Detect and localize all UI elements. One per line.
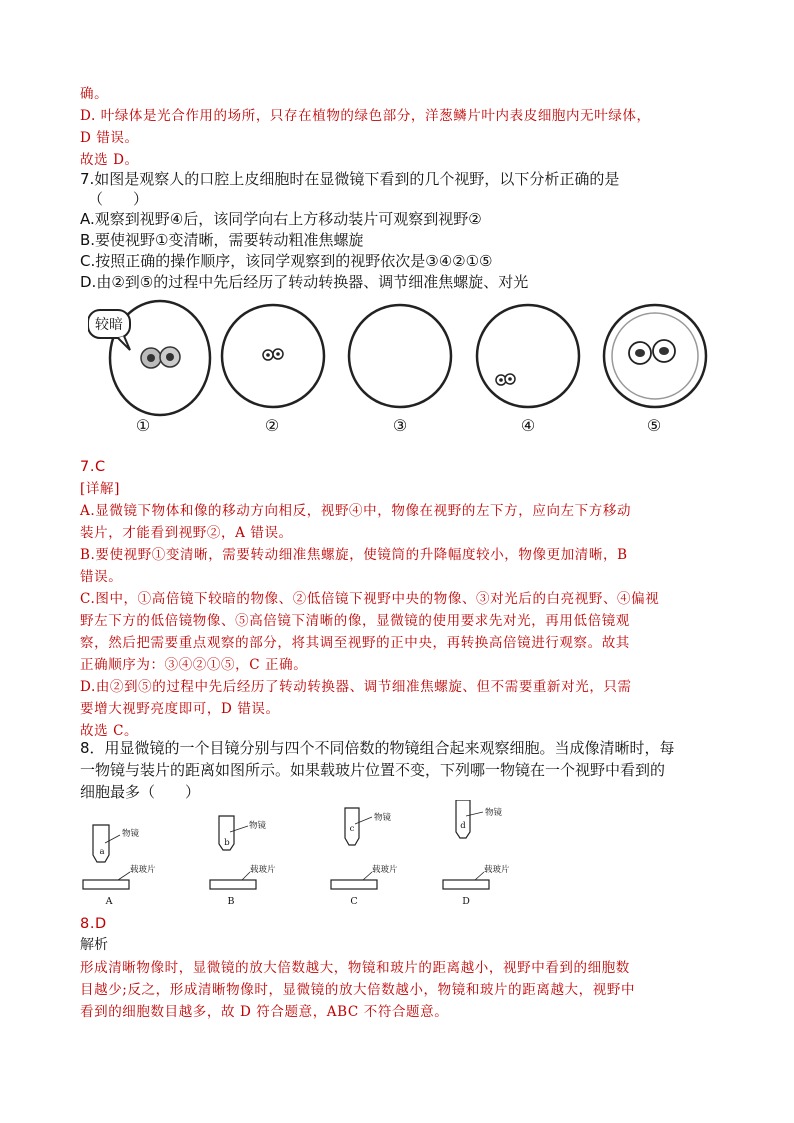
detail-heading: [详解] bbox=[80, 481, 120, 497]
objective-a bbox=[83, 825, 156, 907]
text-line: 确。 bbox=[80, 86, 109, 102]
view-3-label: ③ bbox=[392, 416, 408, 435]
slide-label: 载玻片 bbox=[130, 865, 156, 875]
question-7-option-c: C.按照正确的操作顺序，该同学观察到的视野依次是③④②①⑤ bbox=[80, 252, 493, 270]
text-line: B.要使视野①变清晰，需要转动细准焦螺旋，使镜筒的升降幅度较小，物像更加清晰，B bbox=[80, 547, 628, 563]
objective-c bbox=[331, 808, 398, 907]
microscope-views-svg bbox=[88, 298, 728, 443]
view-5-cells bbox=[629, 340, 675, 364]
lens-letter: d bbox=[460, 821, 466, 831]
panel-label: B bbox=[227, 896, 235, 907]
objective-label: 物镜 bbox=[485, 808, 503, 818]
view-1-label: ① bbox=[135, 416, 151, 435]
text-line: A.显微镜下物体和像的移动方向相反，视野④中，物像在视野的左下方，应向左下方移动 bbox=[80, 503, 632, 519]
text-line: 故选 C。 bbox=[80, 723, 139, 739]
answer-7: 7.C bbox=[80, 459, 106, 475]
view-4-cells bbox=[496, 374, 515, 385]
text-line: D.由②到⑤的过程中先后经历了转动转换器、调节细准焦螺旋、但不需要重新对光，只需 bbox=[80, 679, 632, 695]
slide-label: 载玻片 bbox=[484, 865, 510, 875]
question-7-bracket: （ ） bbox=[88, 190, 149, 208]
callout-text: 较暗 bbox=[95, 317, 123, 333]
question-8-stem: 细胞最多（ ） bbox=[80, 783, 201, 801]
view-2-cells bbox=[263, 349, 283, 360]
lens-letter: c bbox=[349, 824, 355, 834]
text-line: 目越少;反之，形成清晰物像时，显微镜的放大倍数越小，物镜和玻片的距离越大，视野中 bbox=[80, 982, 636, 998]
text-line: D. 叶绿体是光合作用的场所，只存在植物的绿色部分，洋葱鳞片叶内表皮细胞内无叶绿体， bbox=[80, 108, 651, 124]
view-2-label: ② bbox=[264, 416, 280, 435]
question-7-option-b: B.要使视野①变清晰，需要转动粗准焦螺旋 bbox=[80, 231, 364, 249]
question-7-option-a: A.观察到视野④后，该同学向右上方移动装片可观察到视野② bbox=[80, 210, 482, 228]
text-line: 错误。 bbox=[80, 569, 123, 585]
analysis-heading: 解析 bbox=[80, 937, 108, 953]
text-line: 要增大视野亮度即可，D 错误。 bbox=[80, 701, 280, 717]
objective-b bbox=[210, 816, 276, 907]
answer-8: 8.D bbox=[80, 916, 107, 932]
lens-letter: b bbox=[224, 838, 230, 848]
view-1-cells bbox=[141, 347, 180, 368]
text-line: 察，然后把需要重点观察的部分，将其调至视野的正中央，再转换高倍镜进行观察。故其 bbox=[80, 635, 630, 651]
slide-label: 载玻片 bbox=[250, 865, 276, 875]
slide-a bbox=[83, 880, 129, 889]
objectives-svg bbox=[80, 800, 520, 910]
text-line: 看到的细胞数目越多，故 D 符合题意，ABC 不符合题意。 bbox=[80, 1004, 449, 1020]
objective-label: 物镜 bbox=[374, 813, 392, 823]
text-line: 装片，才能看到视野②，A 错误。 bbox=[80, 525, 293, 541]
panel-label: D bbox=[462, 896, 470, 907]
callout-bubble bbox=[88, 310, 130, 350]
microscope-views-figure bbox=[88, 298, 728, 443]
lens-letter: a bbox=[99, 847, 105, 857]
objective-d bbox=[443, 800, 510, 907]
view-4-circle bbox=[477, 305, 579, 407]
text-line: C.图中，①高倍镜下较暗的物像、②低倍镜下视野中央的物像、③对光后的白亮视野、④偏视 bbox=[80, 591, 660, 607]
question-7-stem: 7.如图是观察人的口腔上皮细胞时在显微镜下看到的几个视野，以下分析正确的是 bbox=[80, 170, 620, 188]
panel-label: A bbox=[105, 896, 113, 907]
text-line: 正确顺序为：③④②①⑤，C 正确。 bbox=[80, 657, 308, 673]
objective-label: 物镜 bbox=[122, 829, 140, 839]
slide-label: 载玻片 bbox=[372, 865, 398, 875]
text-line: 形成清晰物像时，显微镜的放大倍数越大，物镜和玻片的距离越小，视野中看到的细胞数 bbox=[80, 960, 630, 976]
question-8-stem: 一物镜与装片的距离如图所示。如果载玻片位置不变，下列哪一物镜在一个视野中看到的 bbox=[80, 761, 666, 779]
view-4-label: ④ bbox=[520, 416, 536, 435]
view-5-label: ⑤ bbox=[646, 416, 662, 435]
slide-d bbox=[443, 880, 489, 889]
question-8-stem: 8．用显微镜的一个目镜分别与四个不同倍数的物镜组合起来观察细胞。当成像清晰时，每 bbox=[80, 739, 675, 757]
panel-label: C bbox=[350, 896, 358, 907]
text-line: 故选 D。 bbox=[80, 152, 139, 168]
view-3-circle bbox=[349, 305, 451, 407]
objectives-figure bbox=[80, 800, 520, 910]
slide-b bbox=[210, 880, 256, 889]
text-line: D 错误。 bbox=[80, 130, 139, 146]
objective-label: 物镜 bbox=[249, 821, 267, 831]
slide-c bbox=[331, 880, 377, 889]
text-line: 野左下方的低倍镜物像、⑤高倍镜下清晰的像，显微镜的使用要求先对光，再用低倍镜观 bbox=[80, 613, 630, 629]
question-7-option-d: D.由②到⑤的过程中先后经历了转动转换器、调节细准焦螺旋、对光 bbox=[80, 273, 529, 291]
